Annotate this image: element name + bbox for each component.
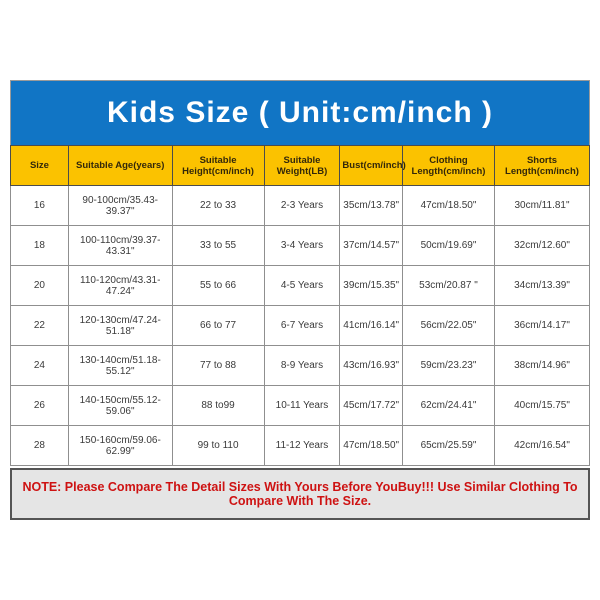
table-cell: 30cm/11.81": [495, 186, 590, 226]
table-cell: 100-110cm/39.37-43.31": [68, 226, 172, 266]
table-cell: 50cm/19.69": [402, 226, 494, 266]
table-cell: 42cm/16.54": [495, 426, 590, 466]
table-cell: 22 to 33: [172, 186, 264, 226]
table-cell: 56cm/22.05": [402, 306, 494, 346]
column-header-bust: Bust(cm/inch): [340, 146, 403, 186]
table-cell: 62cm/24.41": [402, 386, 494, 426]
table-cell: 45cm/17.72": [340, 386, 403, 426]
table-cell: 43cm/16.93": [340, 346, 403, 386]
table-cell: 20: [11, 266, 69, 306]
table-cell: 38cm/14.96": [495, 346, 590, 386]
table-cell: 10-11 Years: [264, 386, 340, 426]
table-row: [11, 306, 590, 346]
table-cell: 110-120cm/43.31-47.24": [68, 266, 172, 306]
table-cell: 65cm/25.59": [402, 426, 494, 466]
table-cell: 3-4 Years: [264, 226, 340, 266]
table-cell: 36cm/14.17": [495, 306, 590, 346]
size-chart-title: Kids Size ( Unit:cm/inch ): [10, 80, 590, 145]
table-cell: 47cm/18.50": [402, 186, 494, 226]
table-cell: 2-3 Years: [264, 186, 340, 226]
table-cell: 8-9 Years: [264, 346, 340, 386]
table-cell: 47cm/18.50": [340, 426, 403, 466]
table-cell: 24: [11, 346, 69, 386]
table-cell: 59cm/23.23": [402, 346, 494, 386]
table-cell: 88 to99: [172, 386, 264, 426]
table-row: [11, 426, 590, 466]
table-cell: 53cm/20.87 ": [402, 266, 494, 306]
table-row: [11, 346, 590, 386]
table-cell: 150-160cm/59.06-62.99": [68, 426, 172, 466]
column-header-suitable-age: Suitable Age(years): [68, 146, 172, 186]
column-header-size: Size: [11, 146, 69, 186]
table-cell: 32cm/12.60": [495, 226, 590, 266]
column-header-clothing-length: Clothing Length(cm/inch): [402, 146, 494, 186]
column-header-shorts-length: Shorts Length(cm/inch): [495, 146, 590, 186]
table-cell: 66 to 77: [172, 306, 264, 346]
table-cell: 40cm/15.75": [495, 386, 590, 426]
table-cell: 28: [11, 426, 69, 466]
table-row: [11, 386, 590, 426]
table-cell: 55 to 66: [172, 266, 264, 306]
table-row: [11, 266, 590, 306]
table-cell: 99 to 110: [172, 426, 264, 466]
column-header-row: [11, 146, 590, 186]
table-cell: 16: [11, 186, 69, 226]
table-cell: 26: [11, 386, 69, 426]
table-cell: 4-5 Years: [264, 266, 340, 306]
note-banner: NOTE: Please Compare The Detail Sizes With Yours Before YouBuy!!! Use Similar Clothing To Compare With The Size.: [10, 468, 590, 520]
table-cell: 77 to 88: [172, 346, 264, 386]
table-cell: 6-7 Years: [264, 306, 340, 346]
table-cell: 130-140cm/51.18-55.12": [68, 346, 172, 386]
table-cell: 18: [11, 226, 69, 266]
table-cell: 140-150cm/55.12-59.06": [68, 386, 172, 426]
table-row: [11, 186, 590, 226]
column-header-suitable-height: Suitable Height(cm/inch): [172, 146, 264, 186]
table-cell: 41cm/16.14": [340, 306, 403, 346]
table-cell: 34cm/13.39": [495, 266, 590, 306]
column-header-suitable-weight: Suitable Weight(LB): [264, 146, 340, 186]
table-cell: 120-130cm/47.24-51.18": [68, 306, 172, 346]
table-cell: 22: [11, 306, 69, 346]
table-cell: 37cm/14.57": [340, 226, 403, 266]
size-table: [10, 145, 590, 466]
size-table-body: [11, 186, 590, 466]
table-cell: 11-12 Years: [264, 426, 340, 466]
table-row: [11, 226, 590, 266]
table-cell: 39cm/15.35": [340, 266, 403, 306]
table-cell: 35cm/13.78": [340, 186, 403, 226]
size-chart: [10, 80, 590, 520]
table-cell: 33 to 55: [172, 226, 264, 266]
table-cell: 90-100cm/35.43-39.37": [68, 186, 172, 226]
